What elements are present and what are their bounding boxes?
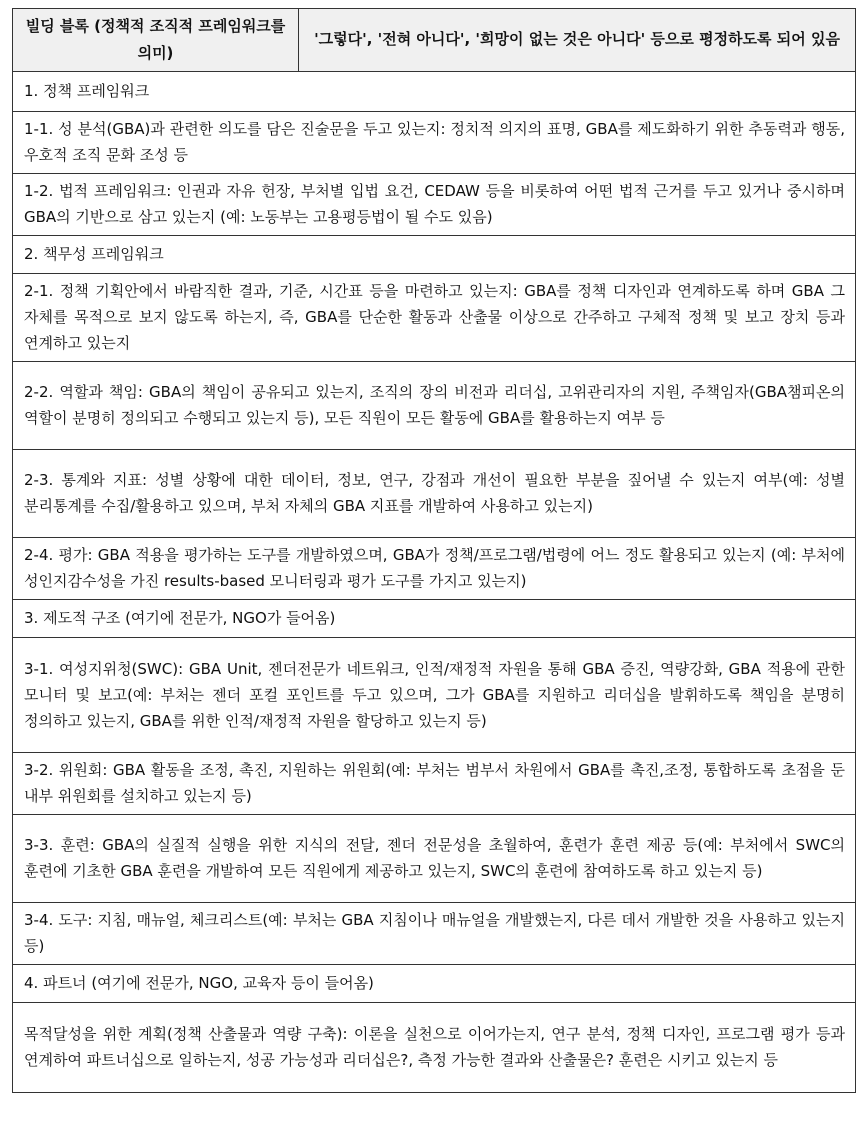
table-row [13,450,856,538]
row-text: 4. 파트너 (여기에 전문가, NGO, 교육자 등이 들어옴) [24,974,374,992]
item-2-3 [13,450,856,538]
item-1-2 [13,174,856,236]
row-text: 2. 책무성 프레임워크 [24,245,164,263]
row-text: 3-2. 위원회: GBA 활동을 조정, 촉진, 지원하는 위원회(예: 부처는 범부서 차원에서 GBA를 촉진,조정, 통합하도록 초점을 둔 내부 위원회를 설치하고 있는지 등) [24,761,845,805]
row-text: 목적달성을 위한 계획(정책 산출물과 역량 구축): 이론을 실천으로 이어가는지, 연구 분석, 정책 디자인, 프로그램 평가 등과 연계하여 파트너십으로 일하는지, 성공 가능성과 리더십은?, 측정 가능한 결과와 산출물은? 훈련은 시키고 있는지 등 [24,1025,845,1069]
item-2-1 [13,274,856,362]
row-text: 2-3. 통계와 지표: 성별 상황에 대한 데이터, 정보, 연구, 강점과 개선이 필요한 부분을 짚어낼 수 있는지 여부(예: 성별 분리통계를 수집/활용하고 있으며, 부처 자체의 GBA 지표를 개발하여 사용하고 있는지) [24,471,845,515]
row-text: 2-2. 역할과 책임: GBA의 책임이 공유되고 있는지, 조직의 장의 비전과 리더십, 고위관리자의 지원, 주책임자(GBA챔피온의 역할이 분명히 정의되고 수행되고 있는지 등), 모든 직원이 모든 활동에 GBA를 활용하는지 여부 등 [24,383,845,427]
header-building-blocks-text: 빌딩 블록 (정책적 조직적 프레임워크를 의미) [25,16,286,62]
row-text: 1-1. 성 분석(GBA)과 관련한 의도를 담은 진술문을 두고 있는지: 정치적 의지의 표명, GBA를 제도화하기 위한 추동력과 행동, 우호적 조직 문화 조성 등 [24,120,845,164]
table-row [13,753,856,815]
section-policy-framework [13,72,856,112]
header-rating-scale-text: '그렇다', '전혀 아니다', '희망이 없는 것은 아니다' 등으로 평정하도록 되어 있음 [314,30,840,48]
item-partners-plan [13,1003,856,1093]
header-building-blocks [13,9,299,72]
table-row [13,236,856,274]
table-row [13,538,856,600]
row-text: 2-4. 평가: GBA 적용을 평가하는 도구를 개발하였으며, GBA가 정책/프로그램/법령에 어느 정도 활용되고 있는지 (예: 부처에 성인지감수성을 가진 results-based 모니터링과 평가 도구를 가지고 있는지) [24,546,845,590]
row-text: 3-4. 도구: 지침, 매뉴얼, 체크리스트(예: 부처는 GBA 지침이나 매뉴얼을 개발했는지, 다른 데서 개발한 것을 사용하고 있는지 등) [24,911,845,955]
row-text: 2-1. 정책 기획안에서 바람직한 결과, 기준, 시간표 등을 마련하고 있는지: GBA를 정책 디자인과 연계하도록 하며 GBA 그 자체를 목적으로 보지 않도록 하는지, 즉, GBA를 단순한 활동과 산출물 이상으로 간주하고 구체적 정책 및 보고 장치 등과 연계하고 있는지 [24,282,845,352]
table-row [13,903,856,965]
table-row [13,274,856,362]
table-row [13,965,856,1003]
item-1-1 [13,112,856,174]
table-header-row [13,9,856,72]
table-row [13,362,856,450]
row-text: 1. 정책 프레임워크 [24,82,150,100]
table-row [13,600,856,638]
row-text: 3-1. 여성지위청(SWC): GBA Unit, 젠더전문가 네트워크, 인적/재정적 자원을 통해 GBA 증진, 역량강화, GBA 적용에 관한 모니터 및 보고(예: 부처는 젠더 포컬 포인트를 두고 있으며, 그가 GBA를 지원하고 리더십을 발휘하도록 책임을 분명히 정의하고 있는지, GBA를 위한 인적/재정적 자원을 할당하고 있는지 등) [24,659,845,730]
row-text: 3. 제도적 구조 (여기에 전문가, NGO가 들어옴) [24,609,336,627]
table-row [13,1003,856,1093]
table-row [13,72,856,112]
item-3-1 [13,638,856,753]
table-row [13,638,856,753]
table-row [13,815,856,903]
table-row [13,112,856,174]
row-text: 3-3. 훈련: GBA의 실질적 실행을 위한 지식의 전달, 젠더 전문성을 초월하여, 훈련가 훈련 제공 등(예: 부처에서 SWC의 훈련에 기초한 GBA 훈련을 개발하여 모든 직원에게 제공하고 있는지, SWC의 훈련에 참여하도록 하고 있는지 등) [24,836,845,880]
section-accountability-framework [13,236,856,274]
header-rating-scale [299,9,856,72]
gba-building-blocks-table [12,8,856,1093]
item-3-4 [13,903,856,965]
item-2-2 [13,362,856,450]
section-partners [13,965,856,1003]
row-text: 1-2. 법적 프레임워크: 인권과 자유 헌장, 부처별 입법 요건, CEDAW 등을 비롯하여 어떤 법적 근거를 두고 있거나 중시하며 GBA의 기반으로 삼고 있는지 (예: 노동부는 고용평등법이 될 수도 있음) [24,182,845,226]
section-institutional-structure [13,600,856,638]
item-3-3 [13,815,856,903]
item-2-4 [13,538,856,600]
table-row [13,174,856,236]
item-3-2 [13,753,856,815]
